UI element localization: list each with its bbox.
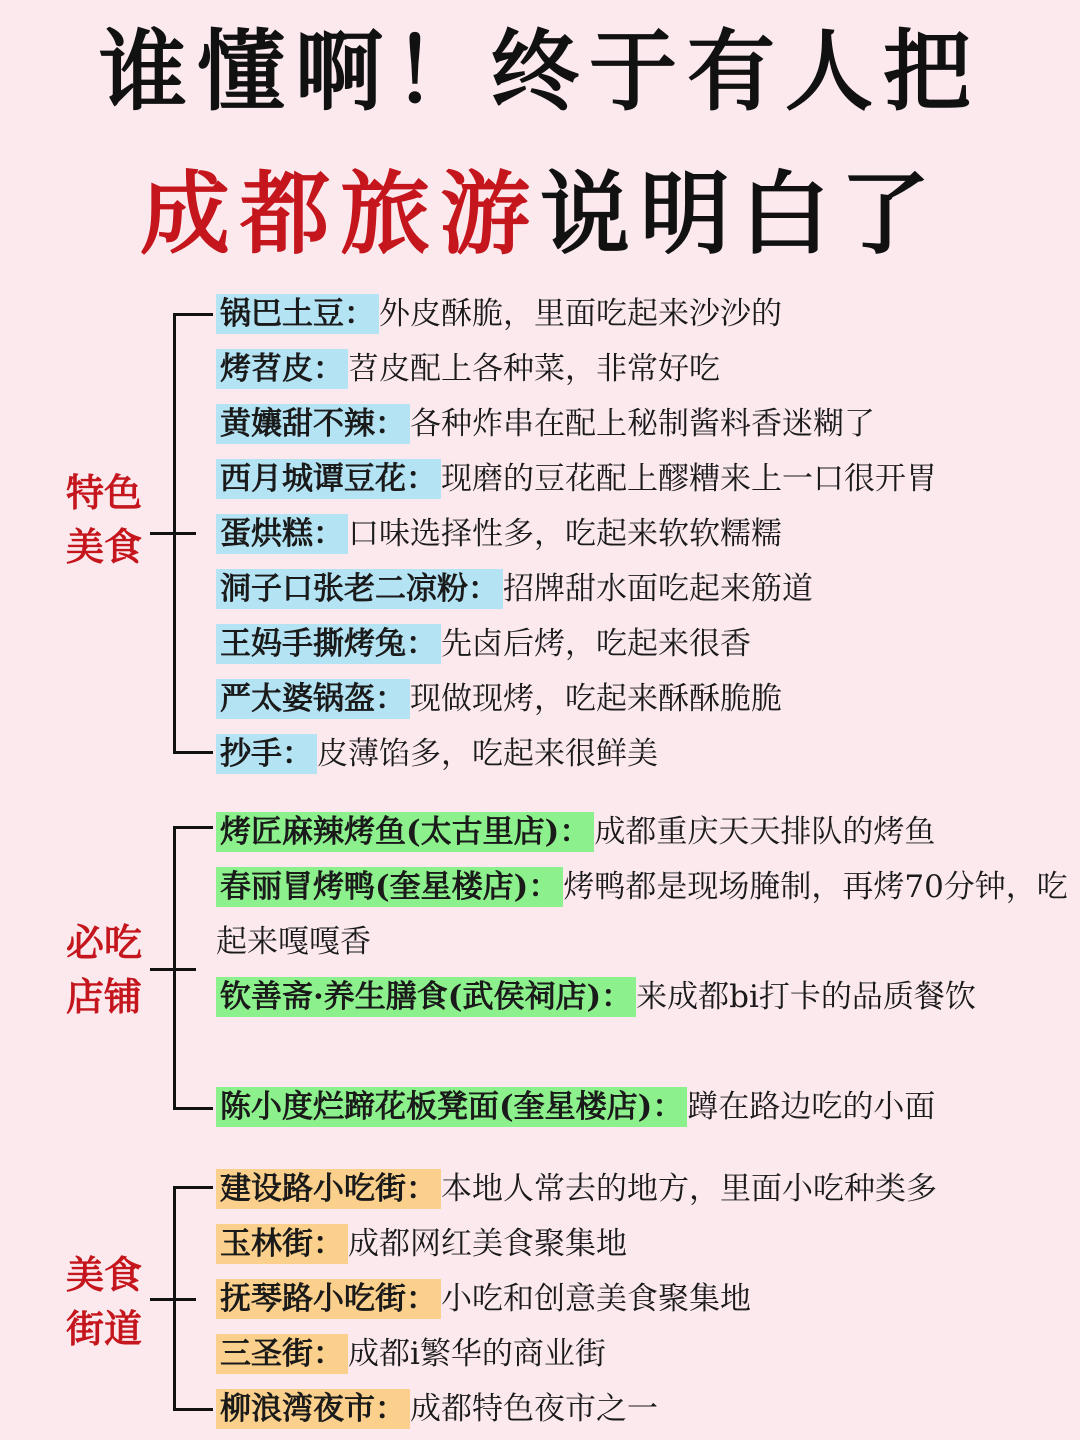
item-label: 西月城谭豆花： <box>216 459 441 499</box>
tree-branch <box>173 313 213 316</box>
item-label: 黄孃甜不辣： <box>216 404 410 444</box>
list-item <box>216 452 1076 507</box>
item-label: 抚琴路小吃街： <box>216 1279 441 1319</box>
item-label: 抄手： <box>216 734 317 774</box>
list-item <box>216 1080 1076 1135</box>
item-desc: 蹲在路边吃的小面 <box>687 1089 936 1125</box>
item-desc: 成都特色夜市之一 <box>410 1391 658 1427</box>
category-label <box>52 466 156 574</box>
item-desc: 成都重庆天天排队的烤鱼 <box>594 814 936 850</box>
item-label: 陈小度烂蹄花板凳面(奎星楼店)： <box>216 1087 687 1127</box>
list-item <box>216 805 1076 860</box>
tree-branch <box>150 532 196 535</box>
item-desc: 小吃和创意美食聚集地 <box>441 1281 751 1317</box>
category-line: 美食 <box>65 1252 142 1297</box>
list-item <box>216 287 1076 342</box>
item-desc: 先卤后烤，吃起来很香 <box>441 626 751 662</box>
list-item <box>216 1162 1076 1217</box>
item-desc: 皮薄馅多，吃起来很鲜美 <box>317 736 658 772</box>
tree-branch <box>173 751 213 754</box>
list-item <box>216 617 1076 672</box>
item-desc: 苕皮配上各种菜，非常好吃 <box>348 351 720 387</box>
list-item <box>216 562 1076 617</box>
item-desc: 成都网红美食聚集地 <box>348 1226 627 1262</box>
list-item <box>216 672 1076 727</box>
category-label <box>52 1248 156 1356</box>
list-item <box>216 970 1076 1025</box>
title-line-2 <box>0 162 1080 267</box>
tree-branch <box>173 1107 213 1110</box>
list-item <box>216 727 1076 782</box>
list-item <box>216 1217 1076 1272</box>
list-item <box>216 1382 1076 1437</box>
item-desc: 外皮酥脆，里面吃起来沙沙的 <box>379 296 782 332</box>
item-desc: 口味选择性多，吃起来软软糯糯 <box>348 516 782 552</box>
title-rest: 说明白了 <box>540 162 940 267</box>
item-desc: 来成都bi打卡的品质餐饮 <box>636 979 976 1015</box>
tree-branch <box>150 968 196 971</box>
item-desc: 现做现烤，吃起来酥酥脆脆 <box>410 681 782 717</box>
item-label: 锅巴土豆： <box>216 294 379 334</box>
item-desc: 烤鸭都是现场腌制，再烤70分钟，吃起来嘎嘎香 <box>216 869 1068 960</box>
list-item <box>216 397 1076 452</box>
category-line: 店铺 <box>65 974 142 1019</box>
item-desc: 现磨的豆花配上醪糟来上一口很开胃 <box>441 461 937 497</box>
item-label: 蛋烘糕： <box>216 514 348 554</box>
item-label: 春丽冒烤鸭(奎星楼店)： <box>216 867 563 907</box>
title-line-1: 谁懂啊！终于有人把 <box>98 20 981 123</box>
category-line: 特色 <box>65 470 142 515</box>
item-label: 建设路小吃街： <box>216 1169 441 1209</box>
tree-branch <box>173 1408 213 1411</box>
category-line: 美食 <box>65 524 142 569</box>
list-item <box>216 1272 1076 1327</box>
item-label: 钦善斋·养生膳食(武侯祠店)： <box>216 977 636 1017</box>
item-label: 严太婆锅盔： <box>216 679 410 719</box>
item-label: 王妈手撕烤兔： <box>216 624 441 664</box>
list-item <box>216 860 1076 970</box>
item-label: 柳浪湾夜市： <box>216 1389 410 1429</box>
item-desc: 各种炸串在配上秘制酱料香迷糊了 <box>410 406 875 442</box>
tree-branch <box>173 826 213 829</box>
item-desc: 招牌甜水面吃起来筋道 <box>503 571 813 607</box>
item-desc: 本地人常去的地方，里面小吃种类多 <box>441 1171 937 1207</box>
item-label: 玉林街： <box>216 1224 348 1264</box>
category-label <box>52 916 156 1024</box>
item-desc: 成都i繁华的商业街 <box>348 1336 606 1372</box>
tree-branch <box>150 1298 196 1301</box>
title-highlight: 成都旅游 <box>140 162 540 267</box>
tree-branch <box>173 1186 213 1189</box>
item-label: 洞子口张老二凉粉： <box>216 569 503 609</box>
list-item <box>216 507 1076 562</box>
item-label: 烤匠麻辣烤鱼(太古里店)： <box>216 812 594 852</box>
list-item <box>216 342 1076 397</box>
list-item <box>216 1327 1076 1382</box>
item-label: 烤苕皮： <box>216 349 348 389</box>
category-line: 街道 <box>65 1306 142 1351</box>
item-label: 三圣街： <box>216 1334 348 1374</box>
category-line: 必吃 <box>65 920 142 965</box>
